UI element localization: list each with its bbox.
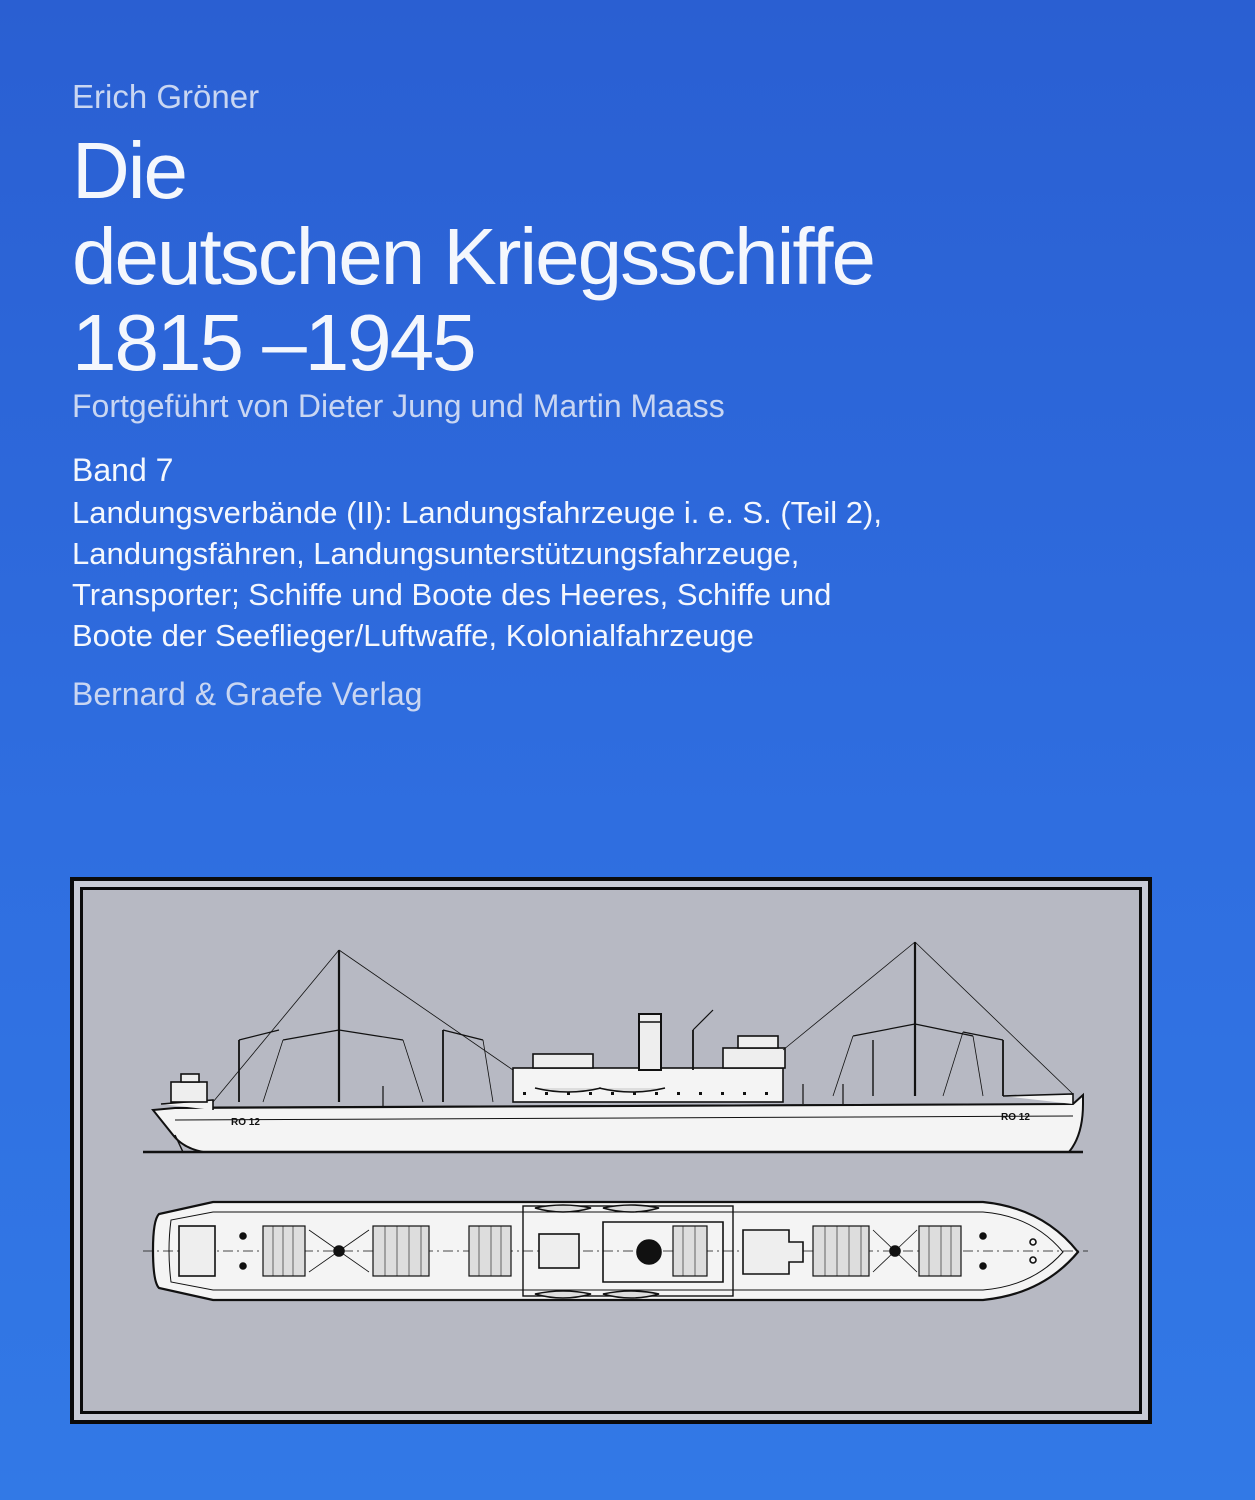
contents-line-2: Landungsfähren, Landungsunterstützungsfahrzeuge,: [72, 536, 800, 571]
hull-marking-bow: RO 12: [1001, 1112, 1030, 1123]
contents-line-4: Boote der Seeflieger/Luftwaffe, Kolonialfahrzeuge: [72, 618, 754, 653]
title-line-1: Die: [72, 126, 187, 215]
ship-side-elevation: [143, 942, 1083, 1152]
contents-line-3: Transporter; Schiffe und Boote des Heeres, Schiffe und: [72, 577, 832, 612]
ship-plan-plate: [83, 890, 1139, 1411]
book-title: [72, 128, 874, 386]
contents-line-1: Landungsverbände (II): Landungsfahrzeuge i. e. S. (Teil 2),: [72, 495, 882, 530]
author-name: Erich Gröner: [72, 78, 260, 115]
continued-by: Fortgeführt von Dieter Jung und Martin Maass: [72, 388, 725, 424]
hull-marking-stern: RO 12: [231, 1117, 260, 1128]
ship-deck-plan: [143, 1202, 1088, 1300]
title-line-3: 1815 –1945: [72, 298, 475, 387]
title-line-2: deutschen Kriegsschiffe: [72, 212, 874, 301]
volume-contents: [72, 492, 1072, 656]
volume-number: Band 7: [72, 452, 174, 488]
publisher: Bernard & Graefe Verlag: [72, 676, 423, 712]
ship-plan-drawing: [83, 890, 1139, 1411]
ship-illustration-frame: [70, 877, 1152, 1424]
